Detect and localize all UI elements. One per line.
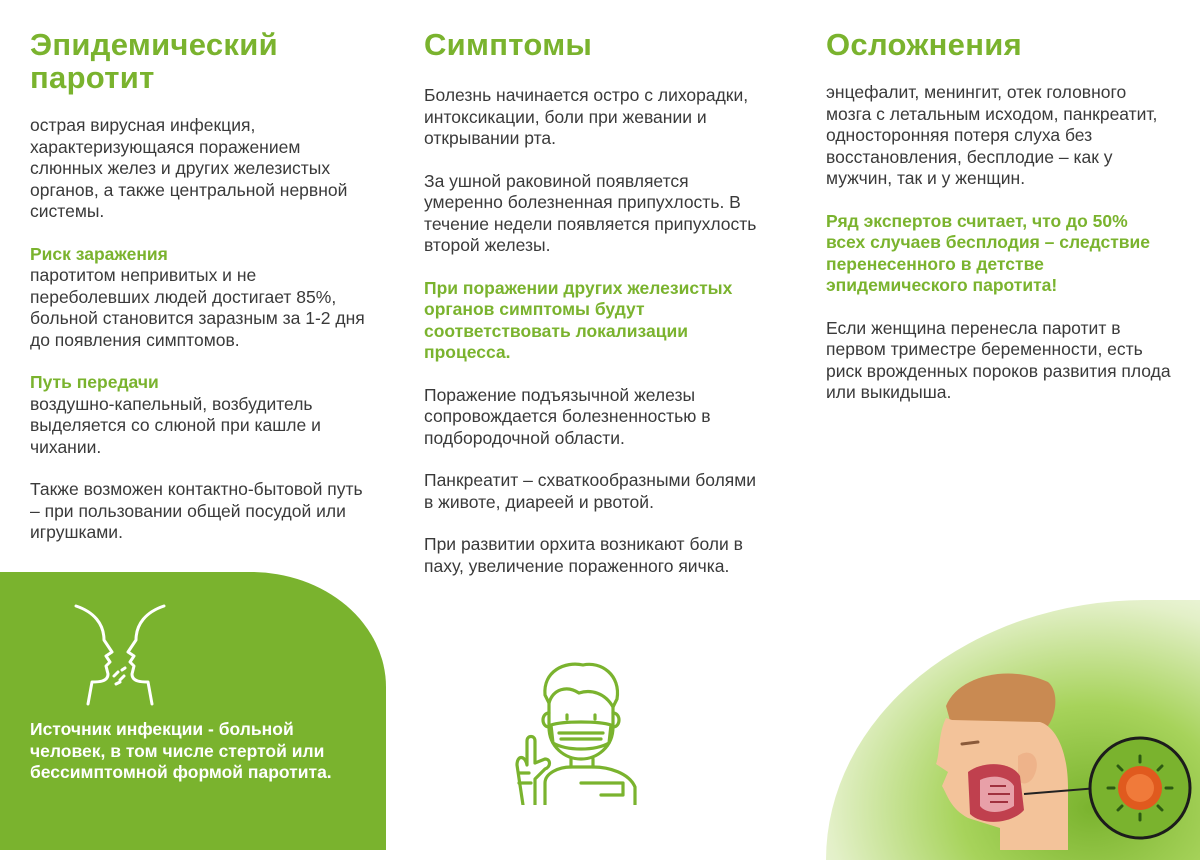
- symptoms-p6: При развитии орхита возникают боли в паху, увеличение пораженного яичка.: [424, 534, 743, 576]
- contact-text: Также возможен контактно-бытовой путь – при пользовании общей посудой или игрушками.: [30, 479, 363, 542]
- complications-highlight: Ряд экспертов считает, что до 50% всех случаев бесплодия – следствие перенесенного в детстве эпидемического паротита!: [826, 210, 1151, 295]
- risk-heading: Риск заражения: [30, 243, 168, 264]
- page-title: Эпидемический паротит: [30, 27, 278, 95]
- symptoms-p2: За ушной раковиной появляется умеренно болезненная припухлость. В течение недели появляется припухлость второй железы.: [424, 170, 757, 255]
- complications-p3: Если женщина перенесла паротит в первом триместре беременности, есть риск врожденных пороков развития плода или выкидыша.: [826, 317, 1171, 402]
- infection-source-text: Источник инфекции - больной человек, в том числе стертой или бессимптомной формой паротита.: [30, 719, 332, 782]
- column-definition: [30, 28, 375, 544]
- transmission-text: воздушно-капельный, возбудитель выделяется со слюной при кашле и чихании.: [30, 393, 321, 457]
- symptoms-p5: Панкреатит – схваткообразными болями в животе, диареей и рвотой.: [424, 470, 757, 512]
- child-parotitis-illustration: [928, 668, 1200, 850]
- doctor-mask-icon: [505, 655, 645, 805]
- definition-text: острая вирусная инфекция, характеризующаяся поражением слюнных желез и других железистых органов, а также центральной нервной системы.: [30, 115, 348, 221]
- symptoms-p1: Болезнь начинается остро с лихорадки, интоксикации, боли при жевании и открывании рта.: [424, 85, 749, 148]
- complications-title: Осложнения: [826, 27, 1022, 62]
- symptoms-title: Симптомы: [424, 27, 593, 62]
- complications-p1: энцефалит, менингит, отек головного мозга с летальным исходом, панкреатит, односторонняя потеря слуха без восстановления, бесплодие – как у мужчин, так и у женщин.: [826, 82, 1158, 188]
- infection-source-panel: [0, 572, 386, 850]
- symptoms-highlight: При поражении других железистых органов симптомы будут соответствовать локализации процесса.: [424, 277, 733, 362]
- column-complications: [826, 28, 1171, 404]
- risk-text: паротитом непривитых и не переболевших людей достигает 85%, больной становится заразным за 1-2 дня до появления симптомов.: [30, 265, 365, 350]
- column-symptoms: [424, 28, 769, 577]
- transmission-heading: Путь передачи: [30, 372, 159, 392]
- sneezing-faces-icon: [64, 602, 176, 710]
- symptoms-p4: Поражение подъязычной железы сопровождается болезненностью в подбородочной области.: [424, 384, 711, 448]
